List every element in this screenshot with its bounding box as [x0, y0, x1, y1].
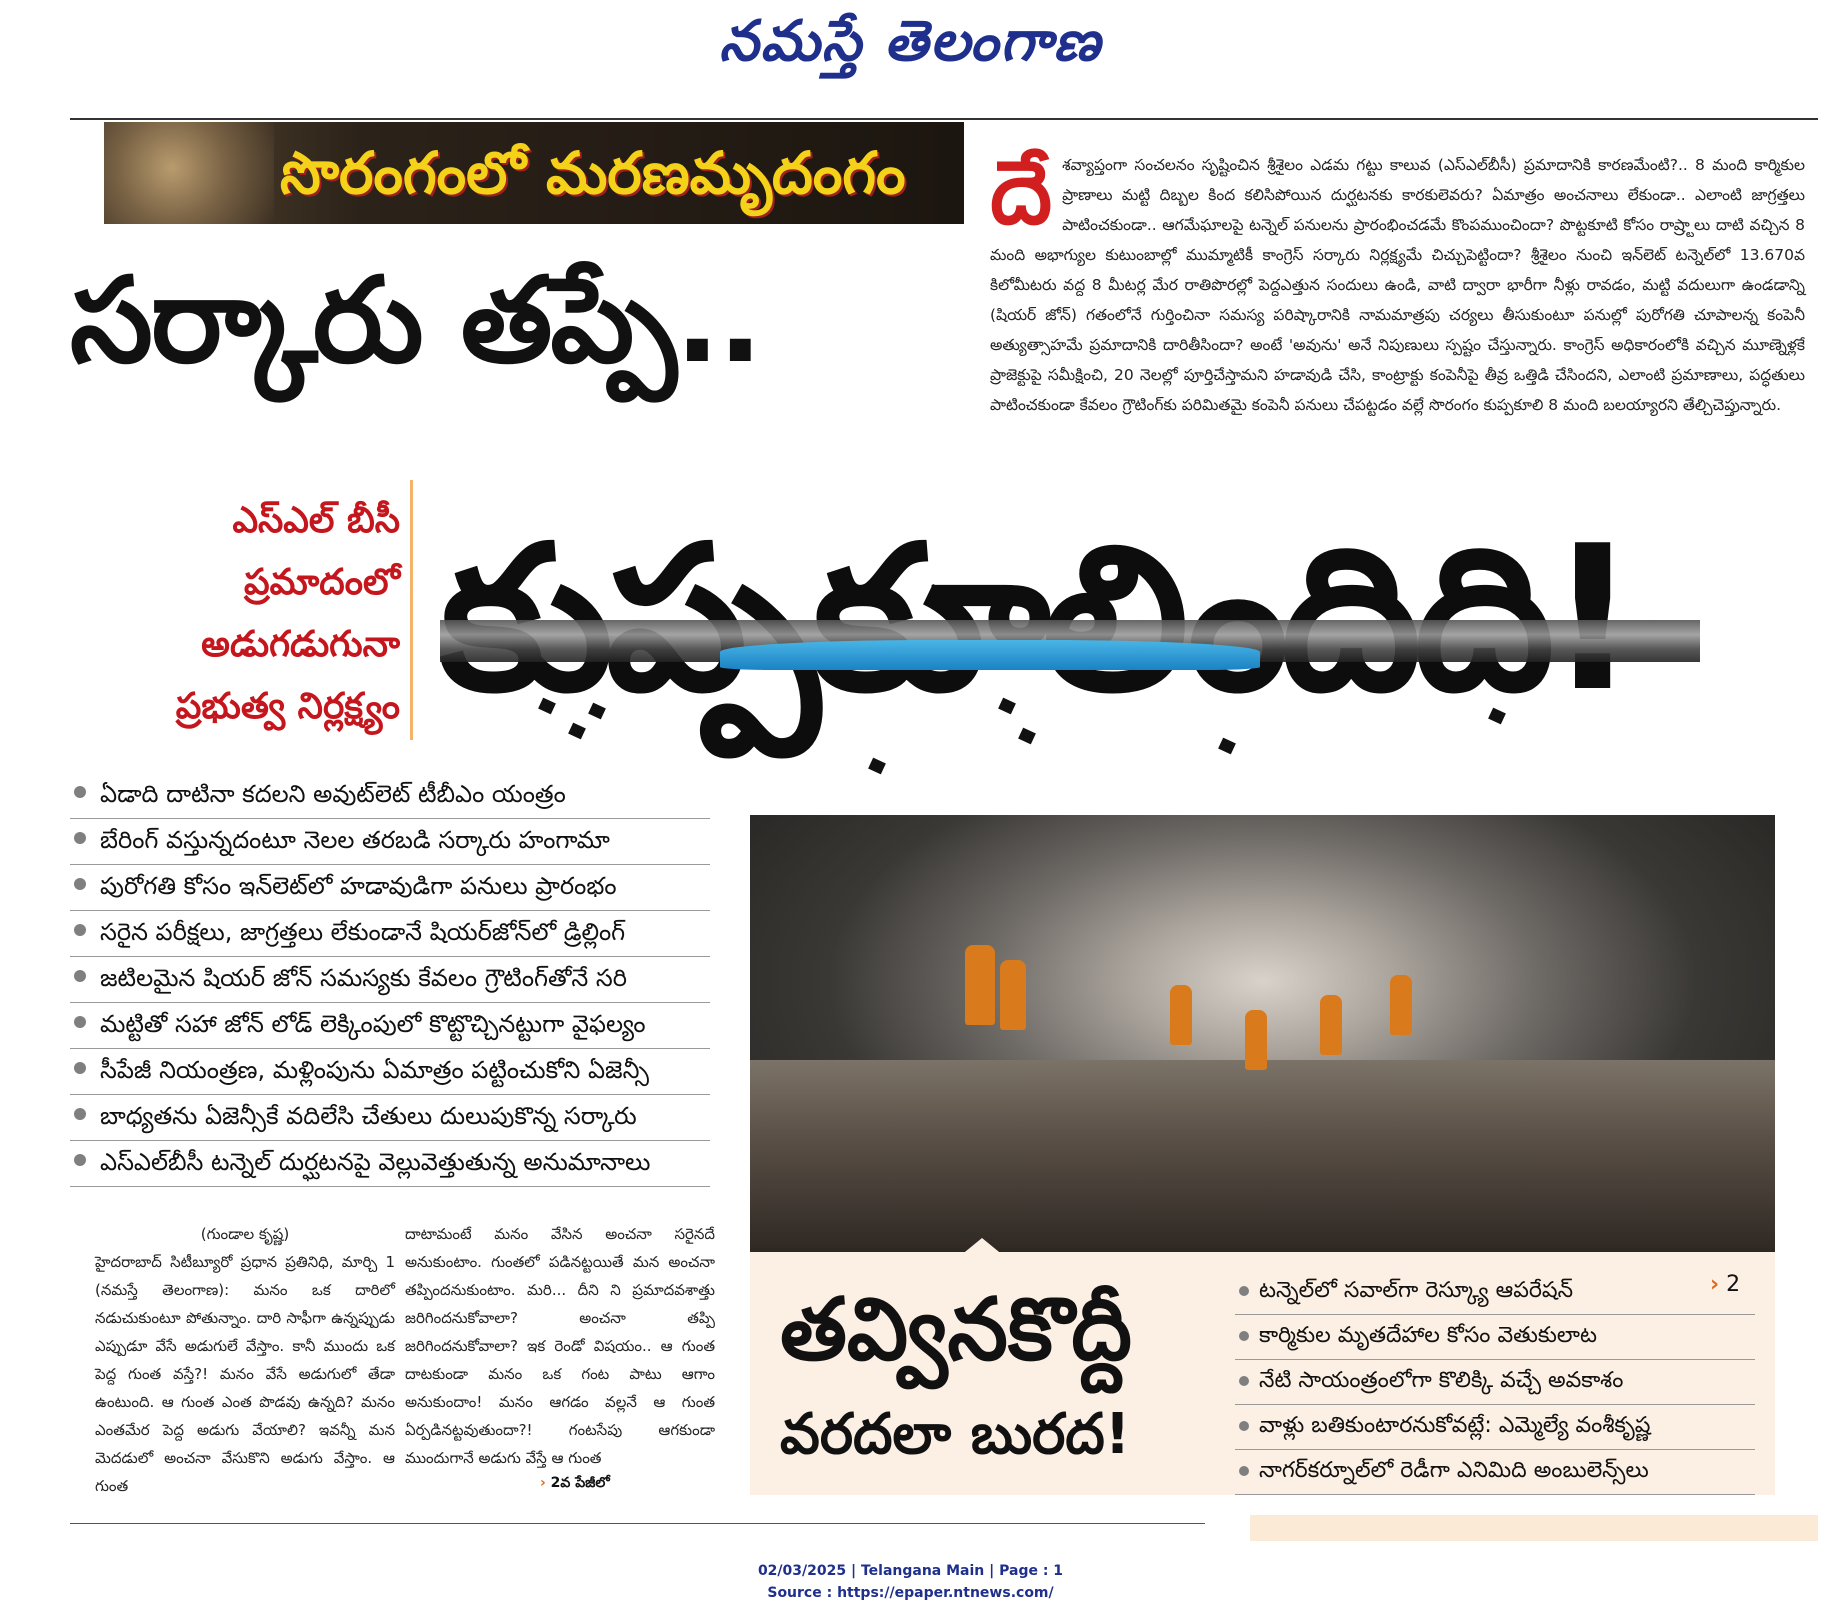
list-item: [70, 911, 710, 957]
top-divider: [70, 118, 1818, 120]
water-graphic: [720, 640, 1260, 670]
tunnel-photo-floor: [750, 1060, 1775, 1252]
bottom-divider: [70, 1523, 1205, 1524]
bullet-icon: [1239, 1466, 1249, 1476]
subhead-line: అడుగడుగునా: [201, 624, 400, 665]
article-text: దాటామంటే మనం వేసిన అంచనా సరైనదే అనుకుంటాం. గుంతలో పడినట్టయితే మన అంచనా తప్పిందనుకుంటాం. మరి... దీని ని ప్రమాదవశాత్తు జరిగిందనుకోవాలా? అంచనా తప్పి జరిగిందనుకోవాలా? ఇక రెండో విషయం.. ఆ గుంత దాటకుండా మనం ఒక గంట పాటు ఆగాం అనుకుందాం! మనం ఆగడం వల్లనే ఆ గుంత ఏర్పడినట్టవుతుందా?! గంటసేపు ఆగకుండా ముందుగానే అడుగు వేస్తే ఆ గుంత: [405, 1225, 715, 1467]
continued-marker: [540, 1475, 610, 1494]
list-item-text: టన్నెల్‌లో సవాల్‌గా రెస్క్యూ ఆపరేషన్: [1259, 1278, 1574, 1303]
list-item: [1235, 1360, 1755, 1405]
list-item-text: సీపేజీ నియంత్రణ, మళ్లింపును ఏమాత్రం పట్టించుకోని ఏజెన్సీ: [100, 1056, 650, 1084]
bullet-icon: [74, 1016, 86, 1028]
bullet-icon: [74, 1108, 86, 1120]
subhead-line: ఎస్‌ఎల్ బీసీ: [232, 500, 400, 541]
rescue-subheadline: వరదలా బురద!: [780, 1402, 1131, 1467]
footer-source-line[interactable]: Source : https://epaper.ntnews.com/: [767, 1585, 1054, 1601]
list-item-text: జటిలమైన షియర్ జోన్ సమస్యకు కేవలం గ్రౌటింగ్‌తోనే సరి: [100, 964, 627, 992]
list-item: [1235, 1315, 1755, 1360]
list-item: [70, 1141, 710, 1187]
bullet-icon: [74, 970, 86, 982]
bullet-icon: [1239, 1286, 1249, 1296]
bullet-icon: [74, 878, 86, 890]
list-item: [70, 1049, 710, 1095]
article-column-1: [95, 1220, 395, 1500]
masthead-logo: నమస్తే తెలంగాణ: [719, 8, 1102, 74]
list-item-text: నేటి సాయంత్రంలోగా కొలిక్కి వచ్చే అవకాశం: [1259, 1368, 1624, 1393]
list-item: [70, 865, 710, 911]
list-item-text: బేరింగ్ వస్తున్నదంటూ నెలల తరబడి సర్కారు హంగామా: [100, 826, 610, 854]
intro-text: శవ్యాప్తంగా సంచలనం సృష్టించిన శ్రీశైలం ఎడమ గట్టు కాలువ (ఎస్‌ఎల్‌బీసీ) ప్రమాదానికి కారణమేంటి?.. 8 మంది కార్మికుల ప్రాణాలు మట్టి దిబ్బల కింద కలిసిపోయిన దుర్ఘటనకు కారకులెవరు? ఏమాత్రం అంచనాలు లేకుండా.. ఎలాంటి జాగ్రత్తలు పాటించకుండా.. ఆగమేఘాలపై టన్నెల్ పనులను ప్రారంభించడమే కొంపముంచిందా? పొట్టకూటి కోసం రాష్ర్టాలు దాటి వచ్చిన 8 మంది అభాగ్యుల కుటుంబాల్లో ముమ్మాటికీ కాంగ్రెస్ సర్కారు నిర్లక్ష్యమే చిచ్చుపెట్టిందా? శ్రీశైలం నుంచి ఇన్‌లెట్ టన్నెల్‌లో 13.670వ కిలోమీటరు వద్ద 8 మీటర్ల మేర రాతిపొరల్లో పెద్దఎత్తున సందులు ఉండి, వాటి ద్వారా భారీగా నీళ్లు రావడం, మట్టి వదులుగా ఉండడాన్ని (షియర్ జోన్) గతంలోనే గుర్తించినా సమస్య పరిష్కారానికి నామమాత్రపు చర్యలు తీసుకుంటూ పనుల్లో పురోగతి చూపాలన్న కంపెనీ అత్యుత్సాహమే ప్రమాదానికి దారితీసిందా? అంటే 'అవును' అనే నిపుణులు స్పష్టం చేస్తున్నారు. కాంగ్రెస్ అధికారంలోకి వచ్చిన మూణ్నెళ్లకే ప్రాజెక్టుపై సమీక్షించి, 20 నెలల్లో పూర్తిచేస్తామని హడావుడి చేసి, కాంట్రాక్టు కంపెనీపై తీవ్ర ఒత్తిడి చేసిందని, ఎలాంటి ప్రమాణాలు, పద్ధతులు పాటించకుండా కేవలం గ్రౌటింగ్‌కు పరిమితమై కంపెనీ పనులు చేపట్టడం వల్లే సొరంగం కుప్పకూలి 8 మంది బలయ్యారని తేల్చిచెప్తున్నారు.: [990, 156, 1805, 414]
byline: (గుండాల కృష్ణ): [200, 1225, 290, 1243]
list-item: [1235, 1405, 1755, 1450]
rescue-bullet-list: [1235, 1270, 1755, 1495]
continued-text: 2వ పేజీలో: [550, 1475, 610, 1491]
main-headline: సర్కారు తప్పే..: [70, 251, 761, 389]
subheadline: [150, 490, 400, 738]
list-item-text: ఏడాది దాటినా కదలని అవుట్‌లెట్ టీబీఎం యంత్రం: [100, 780, 566, 808]
bullet-icon: [74, 1062, 86, 1074]
bullet-icon: [74, 786, 86, 798]
list-item-text: సరైన పరీక్షలు, జాగ్రత్తలు లేకుండానే షియర్‌జోన్‌లో డ్రిల్లింగ్: [100, 918, 626, 946]
worker-figure: [1245, 1010, 1267, 1070]
bullet-list: [70, 773, 710, 1187]
page-reference-number: 2: [1726, 1272, 1741, 1297]
bullet-icon: [1239, 1376, 1249, 1386]
list-item: [70, 957, 710, 1003]
list-item-text: వాళ్లు బతికుంటారనుకోవట్లే: ఎమ్మెల్యే వంశీకృష్ణ: [1259, 1413, 1651, 1438]
list-item: [1235, 1450, 1755, 1495]
banner-photo: [104, 122, 274, 224]
bullet-icon: [74, 1154, 86, 1166]
article-text: హైదరాబాద్ సిటీబ్యూరో ప్రధాన ప్రతినిధి, మార్చి 1 (నమస్తే తెలంగాణ): మనం ఒక దారిలో నడుచుకుంటూ పోతున్నాం. దారి సాఫీగా ఉన్నప్పుడు ఎప్పుడూ వేసే అడుగులే వేస్తాం. కానీ ముందు ఒక పెద్ద గుంత వస్తే?! మనం వేసే అడుగులో తేడా ఉంటుంది. ఆ గుంత ఎంత పొడవు ఉన్నది? మనం ఎంతమేర పెద్ద అడుగు వేయాలి? ఇవన్నీ మన మెదడులో అంచనా వేసుకొని అడుగు వేస్తాం. ఆ గుంత: [95, 1253, 395, 1495]
worker-figure: [965, 945, 995, 1025]
worker-figure: [1390, 975, 1412, 1035]
list-item-text: కార్మికుల మృతదేహాల కోసం వెతుకులాట: [1259, 1323, 1597, 1348]
subhead-divider: [410, 480, 413, 740]
list-item-text: పురోగతి కోసం ఇన్‌లెట్‌లో హడావుడిగా పనులు ప్రారంభం: [100, 872, 617, 900]
ad-strip: [1250, 1515, 1818, 1541]
article-column-2: [405, 1220, 715, 1472]
list-item-text: మట్టితో సహా జోన్ లోడ్ లెక్కింపులో కొట్టొచ్చినట్టుగా వైఫల్యం: [100, 1010, 646, 1038]
list-item-text: నాగర్‌కర్నూల్‌లో రెడీగా ఎనిమిది అంబులెన్స్‌లు: [1259, 1458, 1649, 1483]
bullet-icon: [74, 924, 86, 936]
list-item: [70, 773, 710, 819]
intro-paragraph: [990, 141, 1805, 420]
banner-title: సొరంగంలో మరణమృదంగం: [280, 139, 906, 207]
worker-figure: [1320, 995, 1342, 1055]
rescue-headline: తవ్వినకొద్దీ: [780, 1280, 1132, 1380]
list-item: [70, 1095, 710, 1141]
list-item-text: ఎస్‌ఎల్‌బీసీ టన్నెల్ దుర్ఘటనపై వెల్లువెత్తుతున్న అనుమానాలు: [100, 1148, 651, 1176]
dropcap-letter: దే: [990, 141, 1053, 244]
list-item: [1235, 1270, 1755, 1315]
worker-figure: [1170, 985, 1192, 1045]
bullet-icon: [1239, 1331, 1249, 1341]
chevron-right-icon: ›: [1710, 1272, 1720, 1297]
list-item-text: బాధ్యతను ఏజెన్సీకే వదిలేసి చేతులు దులుపుకొన్న సర్కారు: [100, 1102, 637, 1130]
bullet-icon: [1239, 1421, 1249, 1431]
footer-date-line: 02/03/2025 | Telangana Main | Page : 1: [757, 1563, 1064, 1579]
subhead-line: ప్రభుత్వ నిర్లక్ష్యం: [175, 686, 400, 727]
subhead-line: ప్రమాదంలో: [244, 562, 400, 603]
list-item: [70, 819, 710, 865]
worker-figure: [1000, 960, 1026, 1030]
page-footer: [0, 1560, 1821, 1604]
chevron-right-icon: ›: [540, 1475, 546, 1491]
list-item: [70, 1003, 710, 1049]
bullet-icon: [74, 832, 86, 844]
